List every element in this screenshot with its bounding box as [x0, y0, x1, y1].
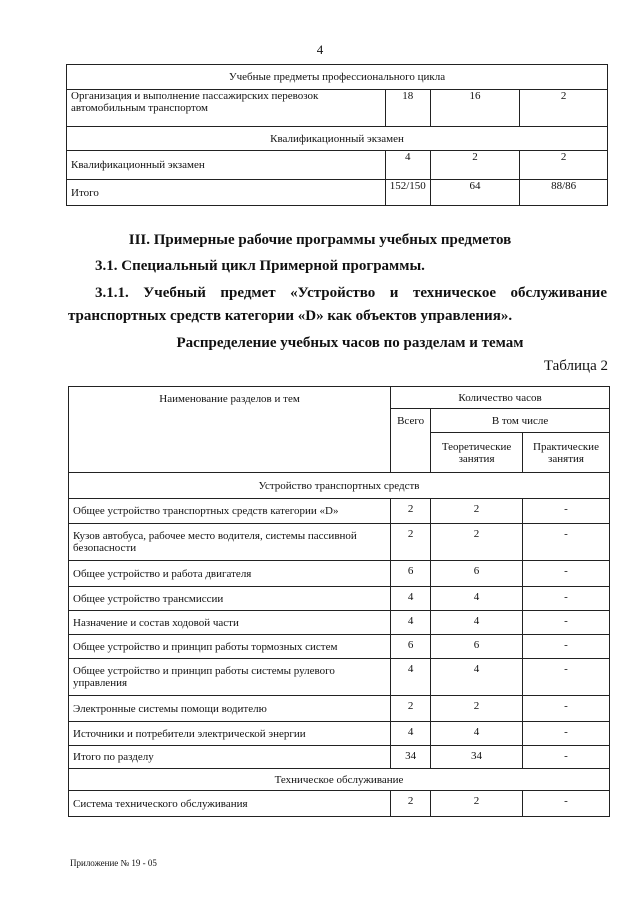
table-row	[69, 524, 610, 561]
header-total: Всего	[391, 409, 431, 473]
row-total: 2	[391, 499, 431, 524]
section-maintenance: Техническое обслуживание	[69, 769, 610, 791]
row-total: 6	[391, 561, 431, 587]
table-row	[69, 791, 610, 817]
row-theory: 4	[431, 722, 523, 746]
table-row	[69, 561, 610, 587]
curriculum-table-continued	[66, 64, 608, 206]
section-heading: III. Примерные рабочие программы учебных предметов	[128, 232, 512, 248]
row-theory: 4	[431, 659, 523, 696]
row-practice: -	[523, 635, 610, 659]
table-row	[69, 587, 610, 611]
row-practice: -	[523, 611, 610, 635]
row-name: Общее устройство трансмиссии	[69, 587, 391, 611]
row-value: 2	[520, 151, 608, 180]
row-name: Кузов автобуса, рабочее место водителя, системы пассивной безопасности	[69, 524, 391, 561]
table-row	[69, 499, 610, 524]
table-row	[69, 659, 610, 696]
row-total: 4	[391, 659, 431, 696]
row-name: Организация и выполнение пассажирских перевозок автомобильным транспортом	[67, 90, 386, 127]
row-practice: -	[523, 746, 610, 769]
row-value: 88/86	[520, 180, 608, 206]
table-row	[69, 635, 610, 659]
table-row	[69, 746, 610, 769]
row-total: 2	[391, 524, 431, 561]
header-practice: Практические занятия	[523, 433, 610, 473]
row-total: 34	[391, 746, 431, 769]
row-value: 2	[520, 90, 608, 127]
row-name: Назначение и состав ходовой части	[69, 611, 391, 635]
subsection-heading: 3.1. Специальный цикл Примерной программы.	[95, 258, 425, 274]
table-row	[69, 722, 610, 746]
header-including: В том числе	[431, 409, 610, 433]
row-name: Источники и потребители электрической энергии	[69, 722, 391, 746]
header-theory: Теоретические занятия	[431, 433, 523, 473]
row-total: 4	[391, 611, 431, 635]
row-practice: -	[523, 561, 610, 587]
row-theory: 4	[431, 611, 523, 635]
row-theory: 34	[431, 746, 523, 769]
row-value: 18	[385, 90, 430, 127]
row-value: 2	[430, 151, 520, 180]
header-names: Наименование разделов и тем	[69, 387, 391, 473]
row-practice: -	[523, 722, 610, 746]
subject-heading-line1: 3.1.1. Учебный предмет «Устройство и техническое обслуживание	[95, 285, 607, 301]
distribution-heading: Распределение учебных часов по разделам и темам	[176, 335, 524, 351]
row-practice: -	[523, 696, 610, 722]
row-name: Общее устройство и принцип работы тормозных систем	[69, 635, 391, 659]
row-practice: -	[523, 587, 610, 611]
row-theory: 2	[431, 696, 523, 722]
row-value: 4	[385, 151, 430, 180]
row-total: 4	[391, 722, 431, 746]
section-professional-cycle: Учебные предметы профессионального цикла	[67, 65, 608, 90]
table-row	[69, 696, 610, 722]
section-qualification-exam: Квалификационный экзамен	[67, 127, 608, 151]
row-practice: -	[523, 791, 610, 817]
row-name: Квалификационный экзамен	[67, 151, 386, 180]
row-total: 2	[391, 696, 431, 722]
table-row	[69, 611, 610, 635]
row-practice: -	[523, 524, 610, 561]
row-theory: 6	[431, 635, 523, 659]
row-theory: 4	[431, 587, 523, 611]
page-number: 4	[316, 42, 324, 57]
section-device: Устройство транспортных средств	[69, 473, 610, 499]
row-name: Система технического обслуживания	[69, 791, 391, 817]
header-hours: Количество часов	[391, 387, 610, 409]
footer-note: Приложение № 19 - 05	[70, 858, 157, 868]
row-theory: 2	[431, 791, 523, 817]
row-total: 4	[391, 587, 431, 611]
table-label: Таблица 2	[543, 358, 608, 374]
hours-distribution-table	[68, 386, 610, 817]
row-theory: 6	[431, 561, 523, 587]
subject-heading-line2: транспортных средств категории «D» как объектов управления».	[68, 308, 513, 324]
row-practice: -	[523, 659, 610, 696]
row-practice: -	[523, 499, 610, 524]
row-value: 64	[430, 180, 520, 206]
row-name: Итого по разделу	[69, 746, 391, 769]
row-name: Общее устройство и принцип работы системы рулевого управления	[69, 659, 391, 696]
row-theory: 2	[431, 499, 523, 524]
row-total: 6	[391, 635, 431, 659]
row-value: 152/150	[385, 180, 430, 206]
row-name: Общее устройство транспортных средств категории «D»	[69, 499, 391, 524]
row-name: Электронные системы помощи водителю	[69, 696, 391, 722]
row-name: Общее устройство и работа двигателя	[69, 561, 391, 587]
row-theory: 2	[431, 524, 523, 561]
row-name: Итого	[67, 180, 386, 206]
row-total: 2	[391, 791, 431, 817]
row-value: 16	[430, 90, 520, 127]
